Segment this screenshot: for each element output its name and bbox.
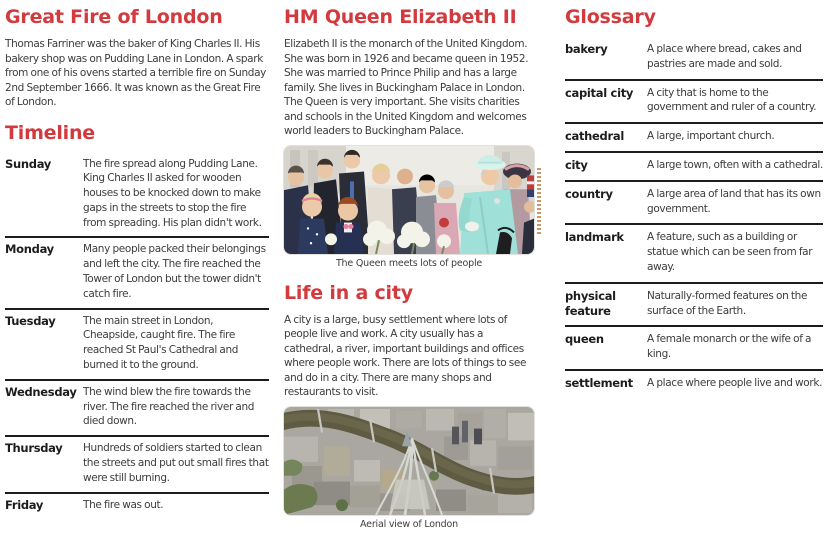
timeline-text: The wind blew the fire towards the river. The fire reached the river and died down.	[83, 385, 255, 428]
great-fire-title: Great Fire of London	[5, 6, 223, 28]
aerial-london-photo	[284, 407, 534, 515]
glossary-row-capital-city	[565, 81, 823, 125]
timeline-text: The fire spread along Pudding Lane. King Charles II asked for wooden houses to be knocked down to make gaps in the streets to stop the fire from spreading. His plan didn't work.	[83, 157, 262, 229]
queen-title: HM Queen Elizabeth II	[284, 6, 517, 28]
glossary-term: city	[565, 157, 588, 172]
timeline-text: Many people packed their belongings and left the city. The fire reached the Tower of London but the tower didn't catch fire.	[83, 243, 266, 300]
column-glossary	[565, 6, 823, 534]
timeline-row-wednesday	[5, 381, 269, 437]
glossary-term: settlement	[565, 375, 633, 390]
glossary-row-bakery	[565, 37, 823, 81]
glossary-definition: A large area of land that has its own government.	[647, 187, 821, 215]
glossary-definition: A place where bread, cakes and pastries are made and sold.	[647, 43, 802, 70]
timeline-row-tuesday	[5, 310, 269, 381]
timeline-day: Wednesday	[5, 384, 77, 399]
glossary-term: capital city	[565, 85, 634, 100]
glossary-table	[565, 37, 823, 398]
glossary-term: queen	[565, 332, 604, 347]
timeline-row-monday	[5, 238, 269, 309]
glossary-definition: A large town, often with a cathedral.	[647, 158, 823, 171]
glossary-definition: A place where people live and work.	[647, 376, 823, 389]
photo-credit-vertical-text	[537, 168, 541, 234]
queen-text: Elizabeth II is the monarch of the United Kingdom. She was born in 1926 and became queen in 1952. She was married to Prince Philip and has a large family. She lives in Buckingham Palace in London. The Queen is very important. She visits charities and schools in the United Kingdom and welcomes world leaders to Buckingham Palace.	[284, 38, 529, 137]
aerial-photo-caption: Aerial view of London	[360, 518, 458, 530]
column-great-fire	[5, 6, 269, 534]
timeline-day: Friday	[5, 497, 44, 512]
timeline-title: Timeline	[5, 121, 95, 144]
glossary-definition: A city that is home to the government and ruler of a country.	[647, 86, 817, 114]
glossary-definition: A feature, such as a building or statue which can be seen from far away.	[647, 231, 813, 273]
glossary-term: physical feature	[565, 288, 616, 318]
city-text: A city is a large, busy settlement where lots of people live and work. A city usually has a cathedral, a river, important buildings and offices where people work. There are lots of things to see and do in a city. There are many shops and restaurants to visit.	[284, 313, 527, 398]
glossary-definition: Naturally-formed features on the surface of the Earth.	[647, 289, 808, 317]
glossary-row-queen	[565, 327, 823, 371]
column-queen-city	[284, 6, 534, 534]
glossary-row-physical-feature	[565, 284, 823, 328]
timeline-day: Monday	[5, 242, 54, 257]
timeline-day: Thursday	[5, 441, 63, 456]
glossary-row-settlement	[565, 371, 823, 398]
city-title: Life in a city	[284, 281, 413, 304]
timeline-row-thursday	[5, 437, 269, 493]
glossary-row-country	[565, 182, 823, 226]
glossary-row-landmark	[565, 225, 823, 283]
queen-photo	[284, 146, 534, 254]
glossary-term: bakery	[565, 42, 608, 56]
glossary-term: country	[565, 186, 613, 201]
timeline-day: Sunday	[5, 156, 51, 171]
queen-photo-caption: The Queen meets lots of people	[335, 257, 483, 269]
aerial-figure	[284, 407, 534, 530]
glossary-term: cathedral	[565, 129, 624, 144]
timeline-table	[5, 153, 269, 519]
timeline-text: The fire was out.	[83, 498, 164, 511]
glossary-title: Glossary	[565, 6, 656, 28]
glossary-row-city	[565, 153, 823, 182]
timeline-text: Hundreds of soldiers started to clean the streets and put out small fires that were still burning.	[83, 442, 269, 484]
timeline-text: The main street in London, Cheapside, caught fire. The fire reached St Paul's Cathedral and burned it to the ground.	[83, 314, 239, 372]
great-fire-intro: Thomas Farriner was the baker of King Charles II. His bakery shop was on Pudding Lane in London. A spark from one of his ovens started a terrible fire on Sunday 2nd September 1666. It was known as the Great Fire of London.	[5, 38, 267, 108]
timeline-row-sunday	[5, 153, 269, 239]
glossary-row-cathedral	[565, 124, 823, 153]
glossary-term: landmark	[565, 230, 624, 245]
timeline-row-friday	[5, 494, 269, 519]
queen-figure	[284, 146, 534, 269]
timeline-day: Tuesday	[5, 313, 56, 328]
glossary-definition: A large, important church.	[647, 130, 775, 143]
glossary-definition: A female monarch or the wife of a king.	[647, 333, 812, 361]
